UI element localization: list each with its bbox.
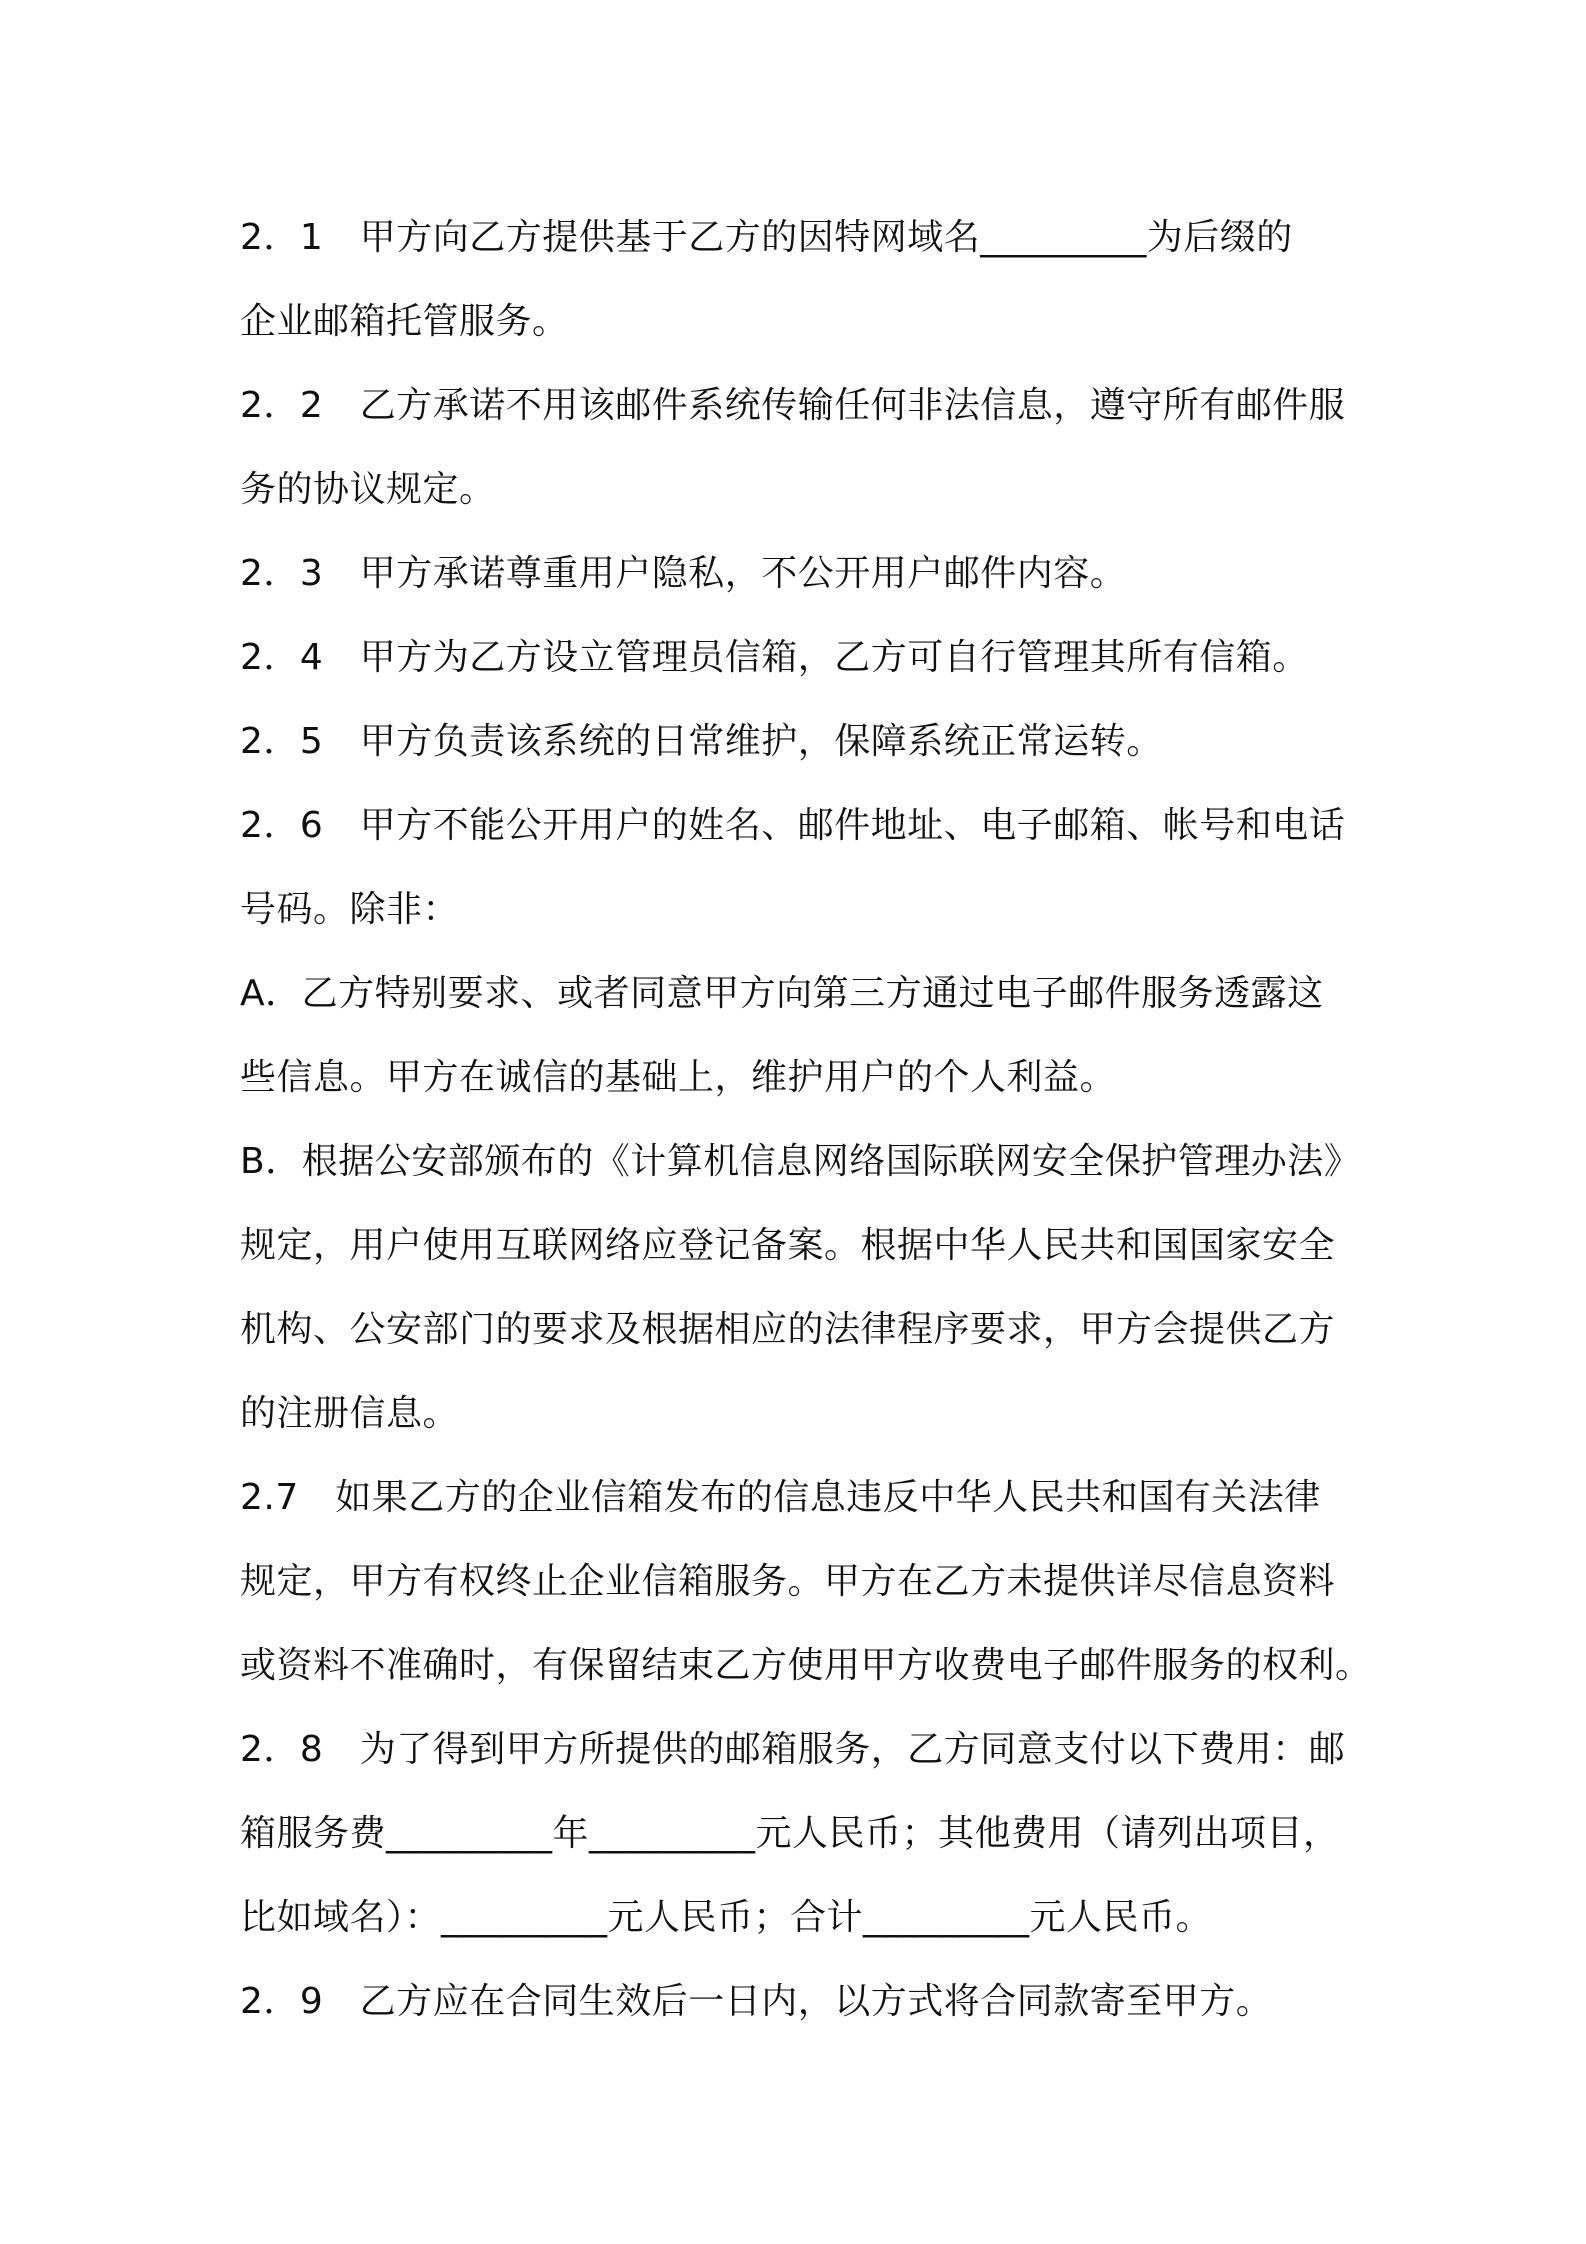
clause-2-6-b-line-1: B．根据公安部颁布的《计算机信息网络国际联网安全保护管理办法》 [240,1141,1361,1182]
clause-2-9: 2．9 乙方应在合同生效后一日内，以方式将合同款寄至甲方。 [240,1981,1273,2022]
clause-2-7-line-3: 或资料不准确时，有保留结束乙方使用甲方收费电子邮件服务的权利。 [240,1645,1372,1686]
clause-2-6-b-line-2: 规定，用户使用互联网络应登记备案。根据中华人民共和国国家安全 [240,1225,1336,1266]
clause-2-8-line-2: 箱服务费_________年_________元人民币；其他费用（请列出项目， [240,1813,1340,1854]
clause-2-7-line-1: 2.7 如果乙方的企业信箱发布的信息违反中华人民共和国有关法律 [240,1477,1321,1518]
clause-2-6-a-line-2: 些信息。甲方在诚信的基础上，维护用户的个人利益。 [240,1057,1117,1098]
clause-2-1-line-1: 2．1 甲方向乙方提供基于乙方的因特网域名_________为后缀的 [240,217,1293,258]
clause-2-1-line-2: 企业邮箱托管服务。 [240,301,569,342]
clause-2-7-line-2: 规定，甲方有权终止企业信箱服务。甲方在乙方未提供详尽信息资料 [240,1561,1336,1602]
clause-2-6-line-2: 号码。除非： [240,889,460,930]
clause-2-6-b-line-4: 的注册信息。 [240,1393,460,1434]
clause-2-8-line-3: 比如域名）：_________元人民币；合计_________元人民币。 [240,1897,1213,1938]
clause-2-4: 2．4 甲方为乙方设立管理员信箱，乙方可自行管理其所有信箱。 [240,637,1309,678]
clause-2-6-line-1: 2．6 甲方不能公开用户的姓名、邮件地址、电子邮箱、帐号和电话 [240,805,1346,846]
clause-2-3: 2．3 甲方承诺尊重用户隐私，不公开用户邮件内容。 [240,553,1127,594]
clause-2-5: 2．5 甲方负责该系统的日常维护，保障系统正常运转。 [240,721,1163,762]
clause-2-6-b-line-3: 机构、公安部门的要求及根据相应的法律程序要求，甲方会提供乙方 [240,1309,1336,1350]
clause-2-6-a-line-1: A．乙方特别要求、或者同意甲方向第三方通过电子邮件服务透露这 [240,973,1324,1014]
clause-2-2-line-2: 务的协议规定。 [240,469,496,510]
clause-2-2-line-1: 2．2 乙方承诺不用该邮件系统传输任何非法信息，遵守所有邮件服 [240,385,1346,426]
contract-text [240,196,1370,2044]
clause-2-8-line-1: 2．8 为了得到甲方所提供的邮箱服务，乙方同意支付以下费用：邮 [240,1729,1346,1770]
